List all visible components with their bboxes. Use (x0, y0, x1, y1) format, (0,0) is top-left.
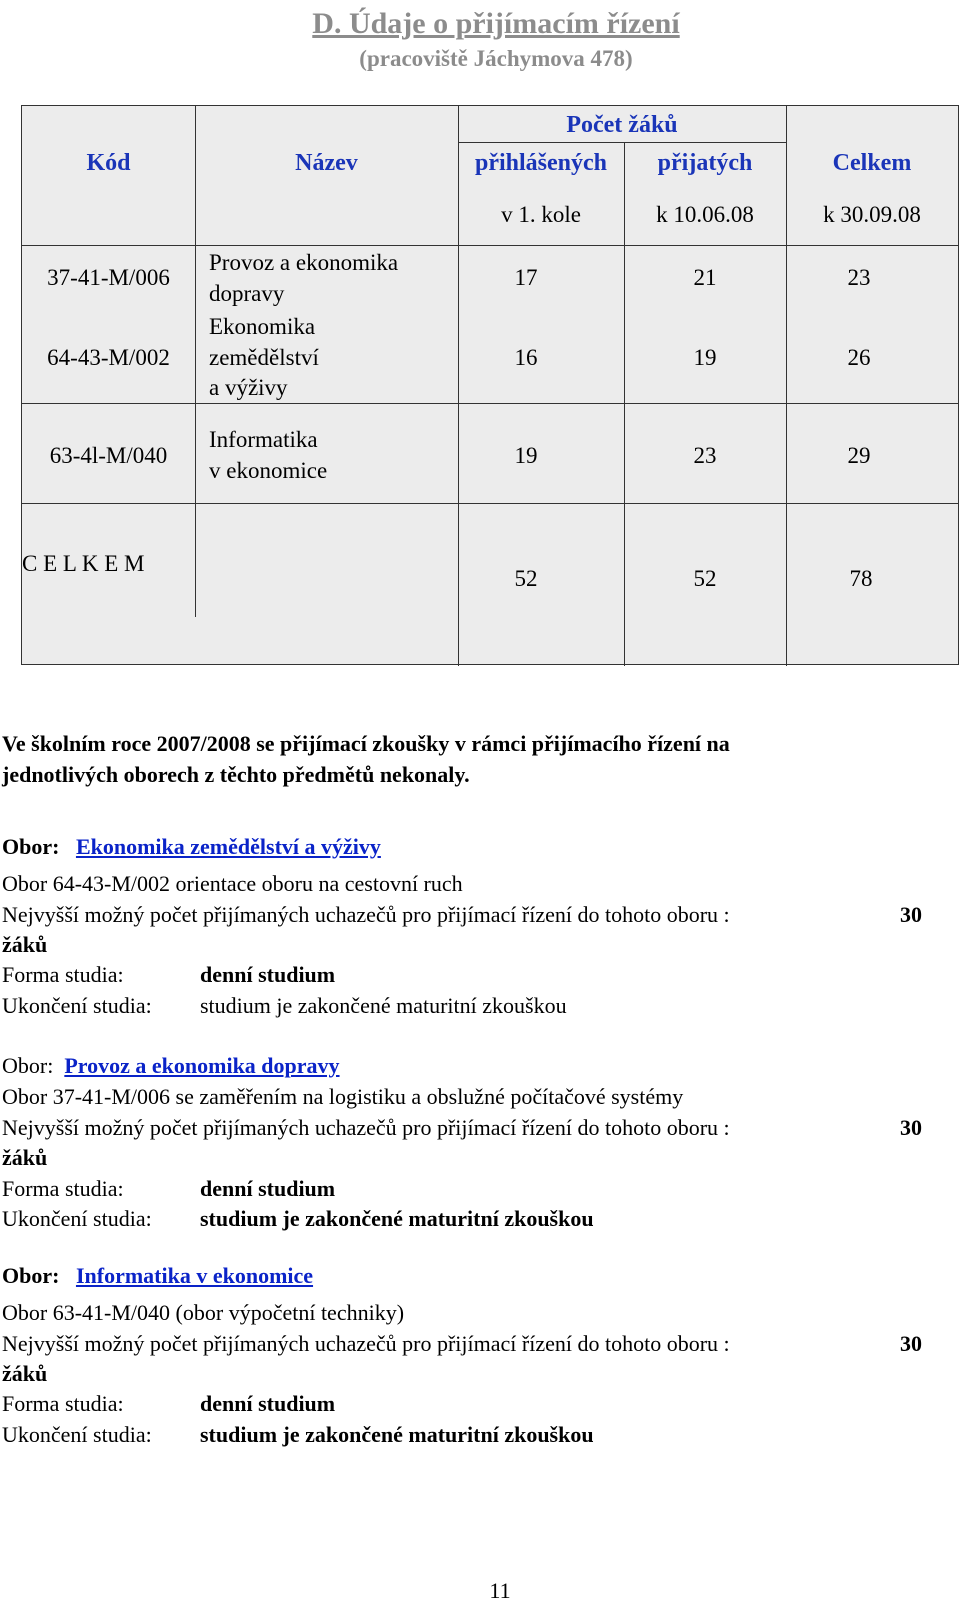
obor-2-max-value: 30 (900, 1115, 922, 1140)
row-2-nazev-line-2: zemědělství (209, 345, 319, 370)
row-3-kod: 63-4l-M/040 (49, 443, 168, 468)
row-1-value-2: 21 (693, 265, 717, 290)
obor-2-name: Provoz a ekonomika dopravy (64, 1053, 340, 1078)
page-title: D. Údaje o přijímacím řízení (312, 7, 680, 40)
header-kod: Kód (86, 150, 131, 176)
obor-3-ukonceni-row (2, 1419, 952, 1450)
header-sub-k-10-06: k 10.06.08 (656, 202, 754, 227)
obor-1-ukonceni-label: Ukončení studia: (2, 993, 152, 1018)
row-3-value-1: 19 (514, 443, 538, 468)
row-1-value-3: 23 (847, 265, 871, 290)
total-value-3: 78 (849, 566, 873, 591)
obor-3-ukonceni-label: Ukončení studia: (2, 1422, 152, 1447)
obor-3-forma-value: denní studium (200, 1391, 336, 1416)
obor-2-ukonceni-row (2, 1203, 952, 1234)
obor-3-max-value: 30 (900, 1331, 922, 1356)
total-value-1: 52 (514, 566, 538, 591)
row-3-value-3: 29 (847, 443, 871, 468)
obor-2-ukonceni-label: Ukončení studia: (2, 1206, 152, 1231)
row-2-nazev-line-1: Ekonomika (209, 314, 316, 339)
obor-3-code-line: Obor 63-41-M/040 (obor výpočetní techniky) (2, 1300, 405, 1325)
total-label: C E L K E M (22, 551, 145, 576)
obor-3-forma-row (2, 1388, 952, 1419)
header-pocet-zaku: Počet žáků (566, 112, 678, 138)
obor-2-forma-row (2, 1173, 952, 1204)
grid-line (22, 503, 958, 504)
obor-1-ukonceni-row (2, 990, 952, 1021)
grid-line (22, 245, 958, 246)
obor-1-forma-label: Forma studia: (2, 962, 124, 987)
obor-3-name: Informatika v ekonomice (75, 1263, 314, 1288)
obor-2-code-line: Obor 37-41-M/006 se zaměřením na logistiku a obslužné počítačové systémy (2, 1084, 684, 1109)
row-1-kod: 37-41-M/006 (47, 265, 170, 290)
header-sub-k-30-09: k 30.09.08 (823, 202, 921, 227)
obor-1-max-row (2, 899, 952, 930)
page-number: 11 (489, 1578, 511, 1603)
obor-2-ukonceni-value: studium je zakončené maturitní zkouškou (200, 1206, 594, 1231)
note-line-2: jednotlivých oborech z těchto předmětů nekonaly. (2, 762, 470, 787)
obor-1-prefix: Obor: (2, 834, 60, 859)
obor-3-prefix: Obor: (2, 1263, 60, 1288)
note-line-1: Ve školním roce 2007/2008 se přijímací zkoušky v rámci přijímacího řízení na (2, 731, 730, 756)
obor-1-max-unit: žáků (2, 932, 48, 957)
row-2-value-2: 19 (693, 345, 717, 370)
obor-3-ukonceni-value: studium je zakončené maturitní zkouškou (200, 1422, 594, 1447)
obor-1-forma-value: denní studium (200, 962, 336, 987)
row-2-nazev-line-3: a výživy (209, 375, 288, 400)
obor-2-prefix: Obor: (2, 1053, 54, 1078)
obor-3-forma-label: Forma studia: (2, 1391, 124, 1416)
admissions-table (21, 105, 959, 665)
grid-line (458, 142, 786, 143)
header-prijatych: přijatých (657, 150, 753, 176)
obor-3-max-row (2, 1328, 952, 1359)
obor-3-heading (2, 1260, 952, 1291)
obor-2-forma-label: Forma studia: (2, 1176, 124, 1201)
obor-1-max-line: Nejvyšší možný počet přijímaných uchazečů pro přijímací řízení do tohoto oboru : (2, 902, 730, 927)
row-3-value-2: 23 (693, 443, 717, 468)
obor-1-ukonceni-value: studium je zakončené maturitní zkouškou (200, 993, 567, 1018)
obor-1-name: Ekonomika zemědělství a výživy (75, 834, 381, 859)
obor-1-forma-row (2, 959, 952, 990)
page-subtitle: (pracoviště Jáchymova 478) (359, 46, 633, 71)
total-value-2: 52 (693, 566, 717, 591)
grid-line (22, 403, 958, 404)
row-3-nazev-line-1: Informatika (209, 427, 318, 452)
obor-2-forma-value: denní studium (200, 1176, 336, 1201)
row-2-value-1: 16 (514, 345, 538, 370)
header-celkem: Celkem (832, 150, 912, 176)
row-2-kod: 64-43-M/002 (47, 345, 170, 370)
obor-3-max-line: Nejvyšší možný počet přijímaných uchazečů pro přijímací řízení do tohoto oboru : (2, 1331, 730, 1356)
grid-line (195, 106, 196, 617)
header-nazev: Název (295, 150, 358, 176)
header-prihlasenych: přihlášených (474, 150, 608, 176)
obor-1-max-value: 30 (900, 902, 922, 927)
obor-2-max-unit: žáků (2, 1145, 48, 1170)
row-2-value-3: 26 (847, 345, 871, 370)
obor-2-heading (2, 1050, 952, 1081)
row-1-nazev-line-2: dopravy (209, 281, 285, 306)
row-1-value-1: 17 (514, 265, 538, 290)
title-block (0, 6, 960, 76)
obor-2-max-row (2, 1112, 952, 1143)
obor-3-max-unit: žáků (2, 1361, 48, 1386)
obor-1-code-line: Obor 64-43-M/002 orientace oboru na cestovní ruch (2, 871, 463, 896)
obor-1-heading (2, 831, 952, 862)
row-1-nazev-line-1: Provoz a ekonomika (209, 250, 399, 275)
header-sub-v1-kole: v 1. kole (501, 202, 581, 227)
row-3-nazev-line-2: v ekonomice (209, 458, 328, 483)
obor-2-max-line: Nejvyšší možný počet přijímaných uchazečů pro přijímací řízení do tohoto oboru : (2, 1115, 730, 1140)
